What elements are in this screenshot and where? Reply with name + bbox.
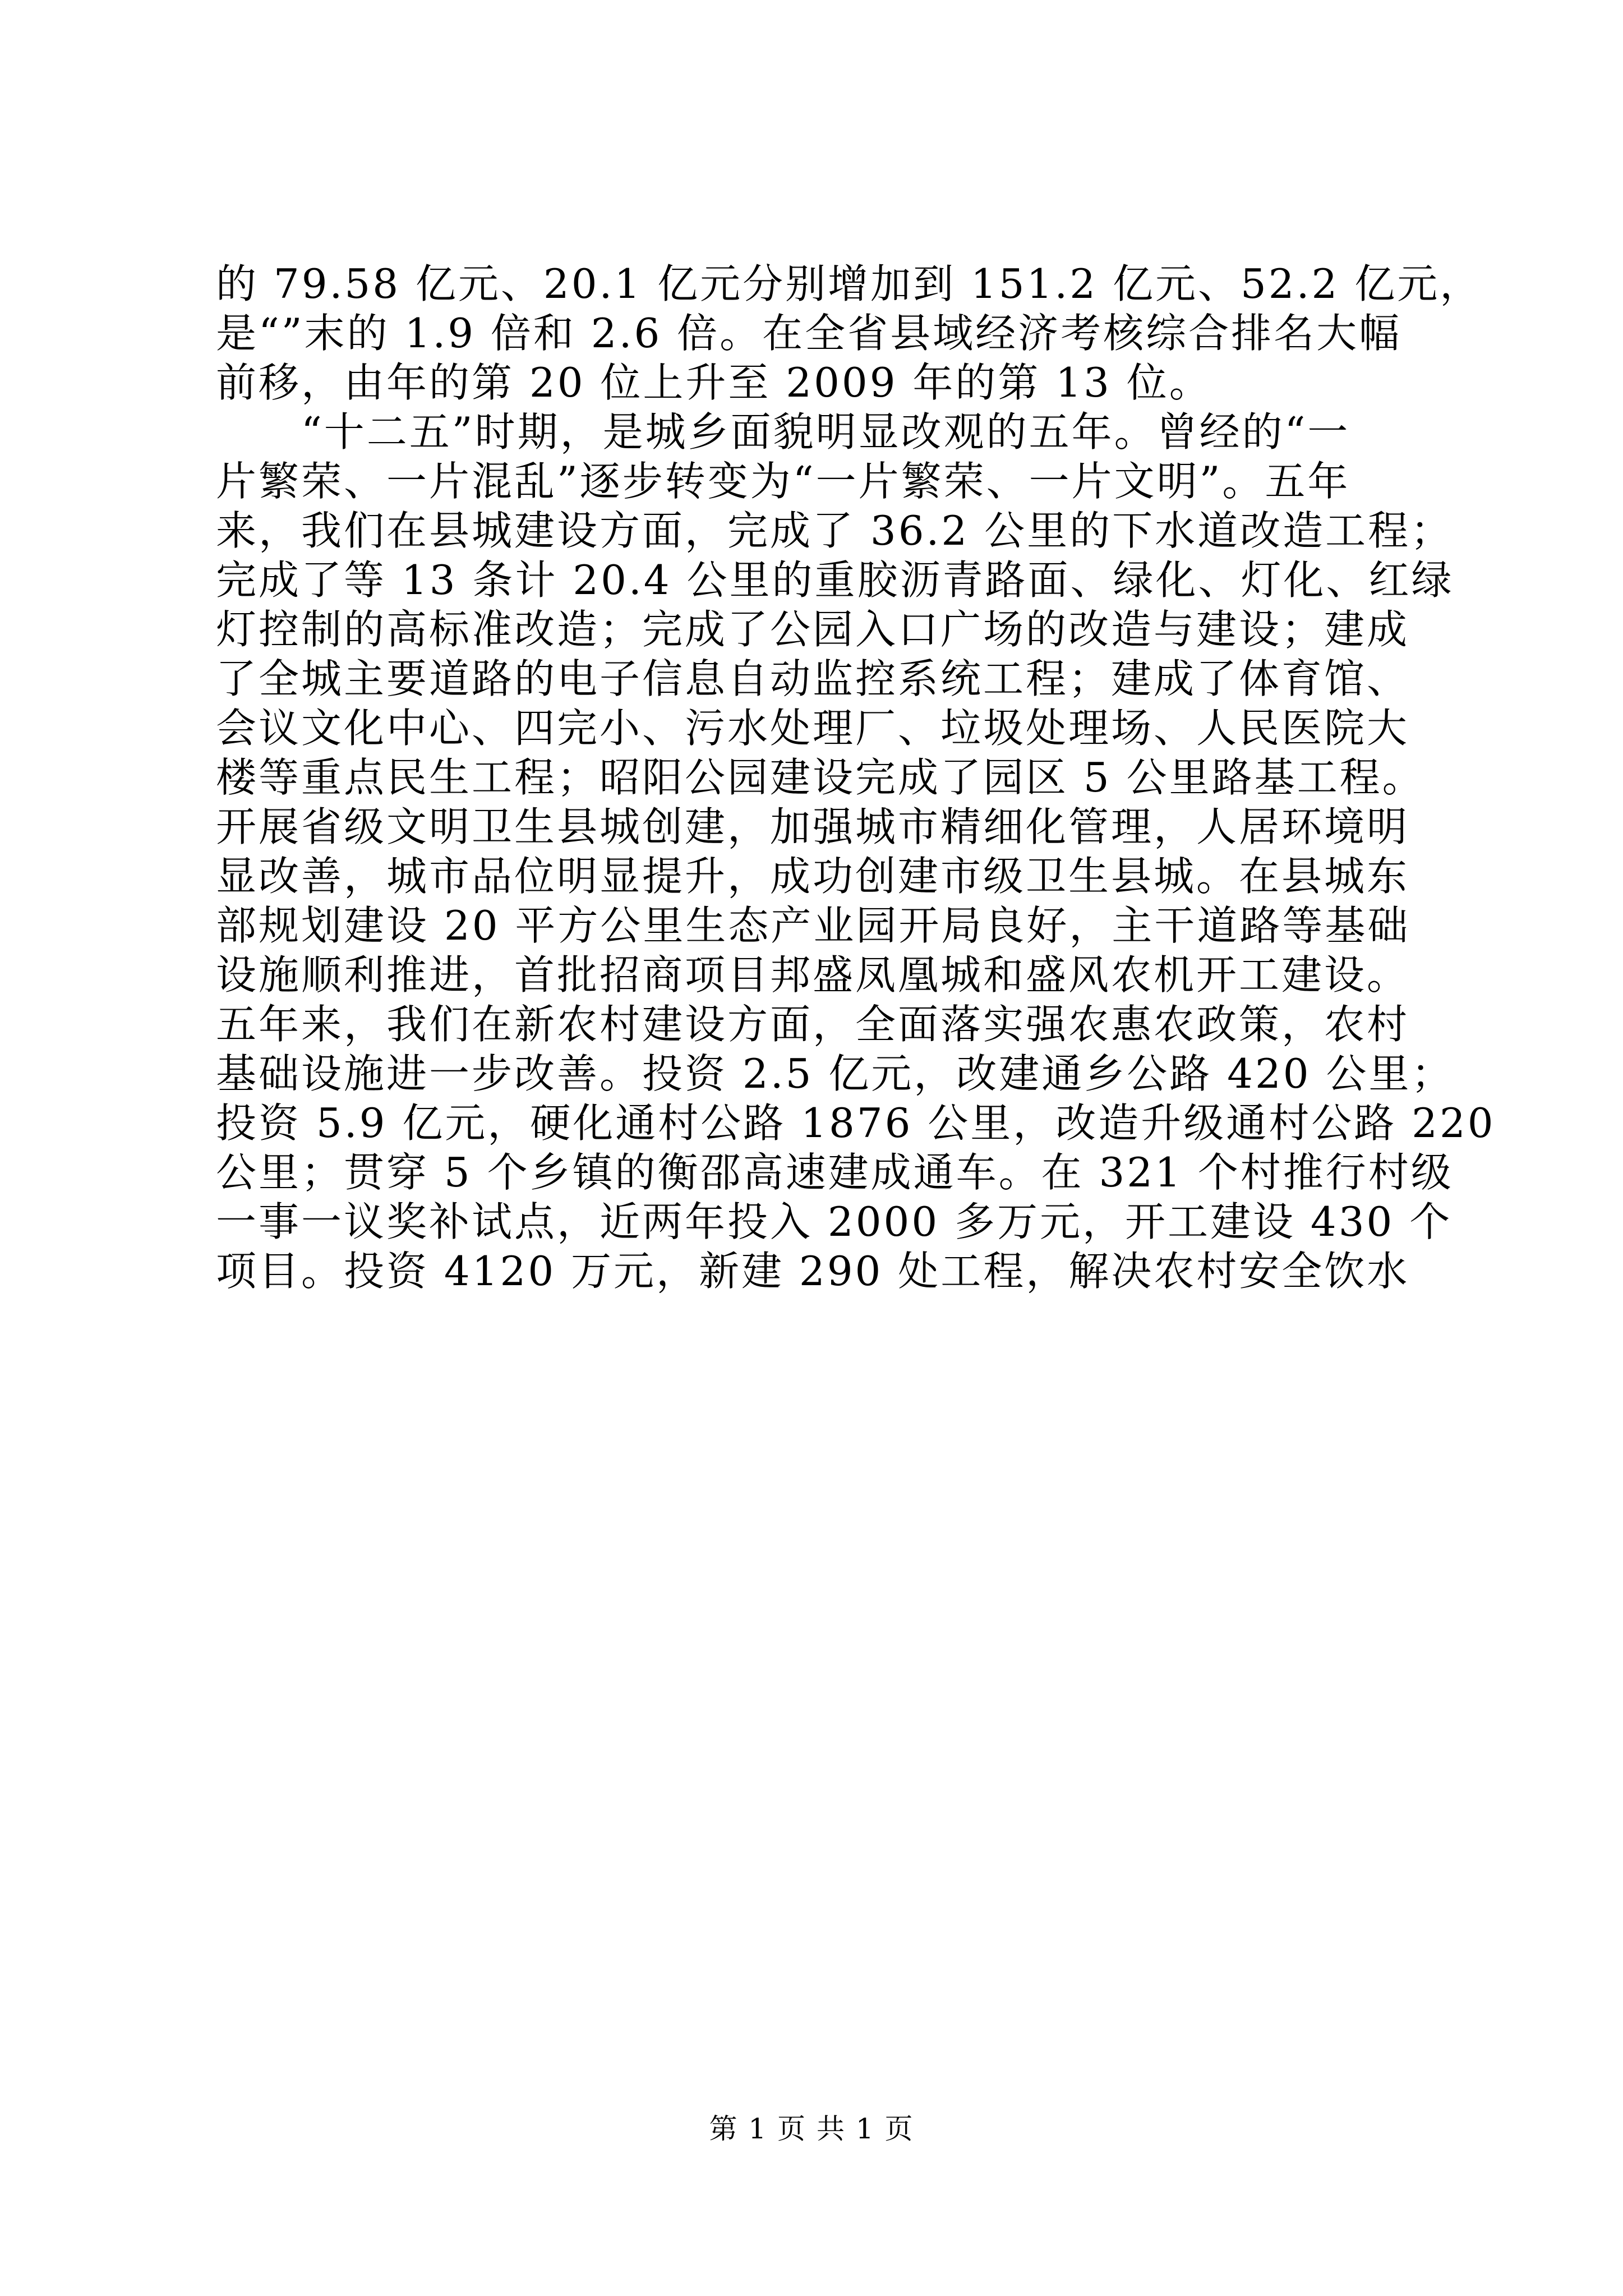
text-line: 开展省级文明卫生县城创建，加强城市精细化管理，人居环境明	[216, 803, 1410, 850]
text-line: 公里；贯穿 5 个乡镇的衡邵高速建成通车。在 321 个村推行村级	[216, 1149, 1454, 1196]
text-line: 五年来，我们在新农村建设方面，全面落实强农惠农政策，农村	[216, 1001, 1410, 1048]
text-line: 来，我们在县城建设方面，完成了 36.2 公里的下水道改造工程；	[216, 507, 1454, 554]
text-line: 楼等重点民生工程；昭阳公园建设完成了园区 5 公里路基工程。	[216, 754, 1425, 801]
paragraph-start-line: “十二五”时期，是城乡面貌明显改观的五年。曾经的“一	[216, 408, 1350, 455]
text-line: 的 79.58 亿元、20.1 亿元分别增加到 151.2 亿元、52.2 亿元，	[216, 260, 1483, 307]
text-line: 设施顺利推进，首批招商项目邦盛凤凰城和盛风农机开工建设。	[216, 951, 1410, 999]
text-line: 项目。投资 4120 万元，新建 290 处工程，解决农村安全饮水	[216, 1248, 1410, 1295]
document-body	[216, 260, 1496, 1300]
page-footer	[0, 2106, 1623, 2147]
text-line: 会议文化中心、四完小、污水处理厂、垃圾处理场、人民医院大	[216, 705, 1410, 752]
text-line: 基础设施进一步改善。投资 2.5 亿元，改建通乡公路 420 公里；	[216, 1050, 1454, 1097]
text-line: 一事一议奖补试点，近两年投入 2000 多万元，开工建设 430 个	[216, 1198, 1453, 1245]
text-line: 灯控制的高标准改造；完成了公园入口广场的改造与建设；建成	[216, 606, 1410, 653]
page-number-label: 第 1 页 共 1 页	[709, 2113, 914, 2145]
text-line: 前移，由年的第 20 位上升至 2009 年的第 13 位。	[216, 359, 1212, 406]
text-line: 完成了等 13 条计 20.4 公里的重胶沥青路面、绿化、灯化、红绿	[216, 556, 1454, 604]
text-line: 了全城主要道路的电子信息自动监控系统工程；建成了体育馆、	[216, 655, 1410, 702]
text-line: 是“”末的 1.9 倍和 2.6 倍。在全省县域经济考核综合排名大幅	[216, 310, 1402, 357]
text-line: 部规划建设 20 平方公里生态产业园开局良好，主干道路等基础	[216, 902, 1410, 949]
text-line: 显改善，城市品位明显提升，成功创建市级卫生县城。在县城东	[216, 853, 1410, 900]
text-line: 投资 5.9 亿元，硬化通村公路 1876 公里，改造升级通村公路 220	[216, 1099, 1496, 1147]
text-line: 片繁荣、一片混乱”逐步转变为“一片繁荣、一片文明”。五年	[216, 458, 1350, 505]
